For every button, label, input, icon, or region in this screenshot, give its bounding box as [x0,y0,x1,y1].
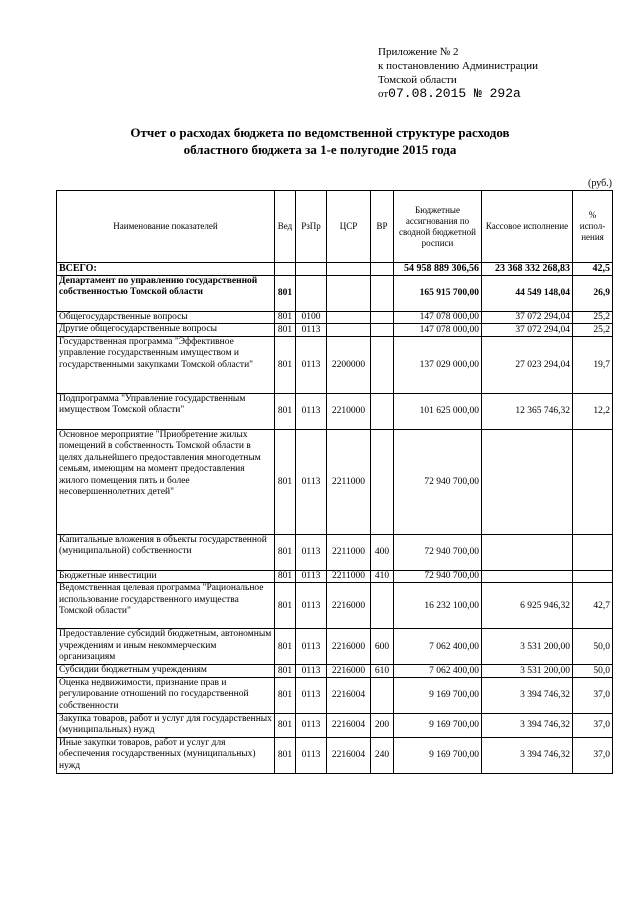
col-header-rzpr: РзПр [296,191,327,263]
row-csr: 2216004 [327,677,371,713]
row-percent: 25,2 [573,311,613,324]
table-row [57,713,613,737]
row-vr: 610 [371,665,394,678]
row-percent: 50,0 [573,665,613,678]
row-rzpr: 0113 [296,534,327,570]
row-name: Ведомственная целевая программа "Рациональное использование государственного имущества Томской области" [57,583,275,629]
col-header-ved: Вед [275,191,296,263]
row-name: Предоставление субсидий бюджетным, автономным учреждениям и иным некоммерческим организациям [57,629,275,665]
table-row [57,677,613,713]
row-ved: 801 [275,665,296,678]
row-ved: 801 [275,677,296,713]
row-name: Общегосударственные вопросы [57,311,275,324]
row-percent: 42,5 [573,263,613,276]
row-vr [371,583,394,629]
appendix-block [378,45,538,101]
row-rzpr: 0113 [296,665,327,678]
row-percent: 25,2 [573,324,613,337]
row-ved: 801 [275,570,296,583]
row-percent: 19,7 [573,336,613,393]
row-allocation: 72 940 700,00 [394,534,482,570]
row-ved: 801 [275,629,296,665]
row-csr: 2216004 [327,713,371,737]
row-ved: 801 [275,429,296,534]
row-execution [482,570,573,583]
row-allocation: 9 169 700,00 [394,737,482,773]
table-row [57,570,613,583]
row-execution: 37 072 294,04 [482,324,573,337]
row-vr [371,311,394,324]
table-row [57,665,613,678]
row-name: ВСЕГО: [57,263,275,276]
row-vr [371,275,394,311]
row-name: Закупка товаров, работ и услуг для государственных (муниципальных) нужд [57,713,275,737]
row-allocation: 54 958 889 306,56 [394,263,482,276]
col-header-vr: ВР [371,191,394,263]
row-csr: 2216000 [327,583,371,629]
row-percent [573,534,613,570]
row-allocation: 7 062 400,00 [394,665,482,678]
row-name: Капитальные вложения в объекты государственной (муниципальной) собственности [57,534,275,570]
row-ved: 801 [275,713,296,737]
row-rzpr: 0113 [296,336,327,393]
row-name: Бюджетные инвестиции [57,570,275,583]
row-allocation: 9 169 700,00 [394,713,482,737]
row-execution: 3 394 746,32 [482,713,573,737]
row-csr: 2216004 [327,737,371,773]
title-line-2: областного бюджета за 1-е полугодие 2015 года [183,142,457,157]
row-allocation: 147 078 000,00 [394,324,482,337]
table-row [57,311,613,324]
row-execution: 3 531 200,00 [482,665,573,678]
row-ved: 801 [275,583,296,629]
row-ved: 801 [275,534,296,570]
row-vr [371,393,394,429]
row-csr: 2211000 [327,570,371,583]
row-ved: 801 [275,275,296,311]
col-header-execution: Кассовое исполнение [482,191,573,263]
row-vr: 240 [371,737,394,773]
row-percent: 37,0 [573,713,613,737]
row-csr: 2211000 [327,429,371,534]
row-allocation: 101 625 000,00 [394,393,482,429]
table-header-row [57,191,613,263]
row-vr [371,429,394,534]
appendix-region: Томской области [378,74,457,86]
row-percent: 12,2 [573,393,613,429]
row-name: Департамент по управлению государственной собственностью Томской области [57,275,275,311]
appendix-number: Приложение № 2 [378,46,459,58]
row-vr: 410 [371,570,394,583]
col-header-percent: % испол-нения [573,191,613,263]
row-rzpr: 0113 [296,737,327,773]
row-vr [371,336,394,393]
row-execution: 3 394 746,32 [482,677,573,713]
row-vr: 400 [371,534,394,570]
row-ved: 801 [275,324,296,337]
table-row [57,324,613,337]
row-name: Государственная программа "Эффективное управление государственным имуществом и государственными закупками Томской области" [57,336,275,393]
row-csr [327,263,371,276]
row-rzpr: 0113 [296,324,327,337]
appendix-decree: к постановлению Администрации [378,60,539,72]
row-execution: 3 531 200,00 [482,629,573,665]
row-percent: 37,0 [573,677,613,713]
row-csr: 2211000 [327,534,371,570]
row-csr: 2216000 [327,665,371,678]
row-vr: 600 [371,629,394,665]
row-ved: 801 [275,336,296,393]
row-name: Субсидии бюджетным учреждениям [57,665,275,678]
row-allocation: 72 940 700,00 [394,429,482,534]
table-row [57,429,613,534]
table-row [57,263,613,276]
col-header-name: Наименование показателей [57,191,275,263]
page-title [80,124,560,158]
table-row [57,737,613,773]
row-percent: 42,7 [573,583,613,629]
table-row [57,583,613,629]
row-execution: 3 394 746,32 [482,737,573,773]
row-name: Иные закупки товаров, работ и услуг для обеспечения государственных (муниципальных) нужд [57,737,275,773]
table-row [57,275,613,311]
row-csr: 2210000 [327,393,371,429]
row-percent: 37,0 [573,737,613,773]
row-execution: 6 925 946,32 [482,583,573,629]
row-allocation: 72 940 700,00 [394,570,482,583]
row-csr [327,275,371,311]
col-header-csr: ЦСР [327,191,371,263]
row-ved [275,263,296,276]
row-rzpr: 0113 [296,629,327,665]
currency-note: (руб.) [588,178,612,189]
col-header-allocations: Бюджетные ассигнования по сводной бюджетной росписи [394,191,482,263]
row-rzpr [296,275,327,311]
row-allocation: 7 062 400,00 [394,629,482,665]
row-allocation: 137 029 000,00 [394,336,482,393]
row-ved: 801 [275,393,296,429]
row-rzpr: 0100 [296,311,327,324]
row-csr: 2216000 [327,629,371,665]
report-table [56,190,613,774]
row-rzpr [296,263,327,276]
row-vr [371,677,394,713]
table-row [57,534,613,570]
row-execution [482,429,573,534]
row-rzpr: 0113 [296,393,327,429]
row-percent [573,570,613,583]
title-line-1: Отчет о расходах бюджета по ведомственной структуре расходов [130,125,510,140]
row-allocation: 147 078 000,00 [394,311,482,324]
row-name: Оценка недвижимости, признание прав и регулирование отношений по государственной собственности [57,677,275,713]
row-allocation: 16 232 100,00 [394,583,482,629]
row-rzpr: 0113 [296,713,327,737]
row-allocation: 9 169 700,00 [394,677,482,713]
row-csr [327,324,371,337]
row-execution: 37 072 294,04 [482,311,573,324]
row-execution [482,534,573,570]
row-execution: 23 368 332 268,83 [482,263,573,276]
table-row [57,629,613,665]
row-allocation: 165 915 700,00 [394,275,482,311]
row-rzpr: 0113 [296,677,327,713]
row-name: Основное мероприятие "Приобретение жилых помещений в собственность Томской области в целях дальнейшего предоставления многодетным семьям, имеющим на момент предоставления жилого помещения пять и более несовершеннолетних детей" [57,429,275,534]
row-rzpr: 0113 [296,570,327,583]
row-percent: 26,9 [573,275,613,311]
row-percent [573,429,613,534]
appendix-date-prefix: от [378,88,389,100]
row-percent: 50,0 [573,629,613,665]
table-row [57,393,613,429]
row-vr [371,324,394,337]
row-name: Другие общегосударственные вопросы [57,324,275,337]
row-execution: 44 549 148,04 [482,275,573,311]
row-vr: 200 [371,713,394,737]
row-rzpr: 0113 [296,429,327,534]
row-execution: 27 023 294,04 [482,336,573,393]
appendix-date: 07.08.2015 № 292а [388,86,521,101]
row-vr [371,263,394,276]
row-ved: 801 [275,737,296,773]
row-execution: 12 365 746,32 [482,393,573,429]
row-name: Подпрограмма "Управление государственным имуществом Томской области" [57,393,275,429]
row-csr: 2200000 [327,336,371,393]
table-row [57,336,613,393]
row-ved: 801 [275,311,296,324]
row-csr [327,311,371,324]
row-rzpr: 0113 [296,583,327,629]
